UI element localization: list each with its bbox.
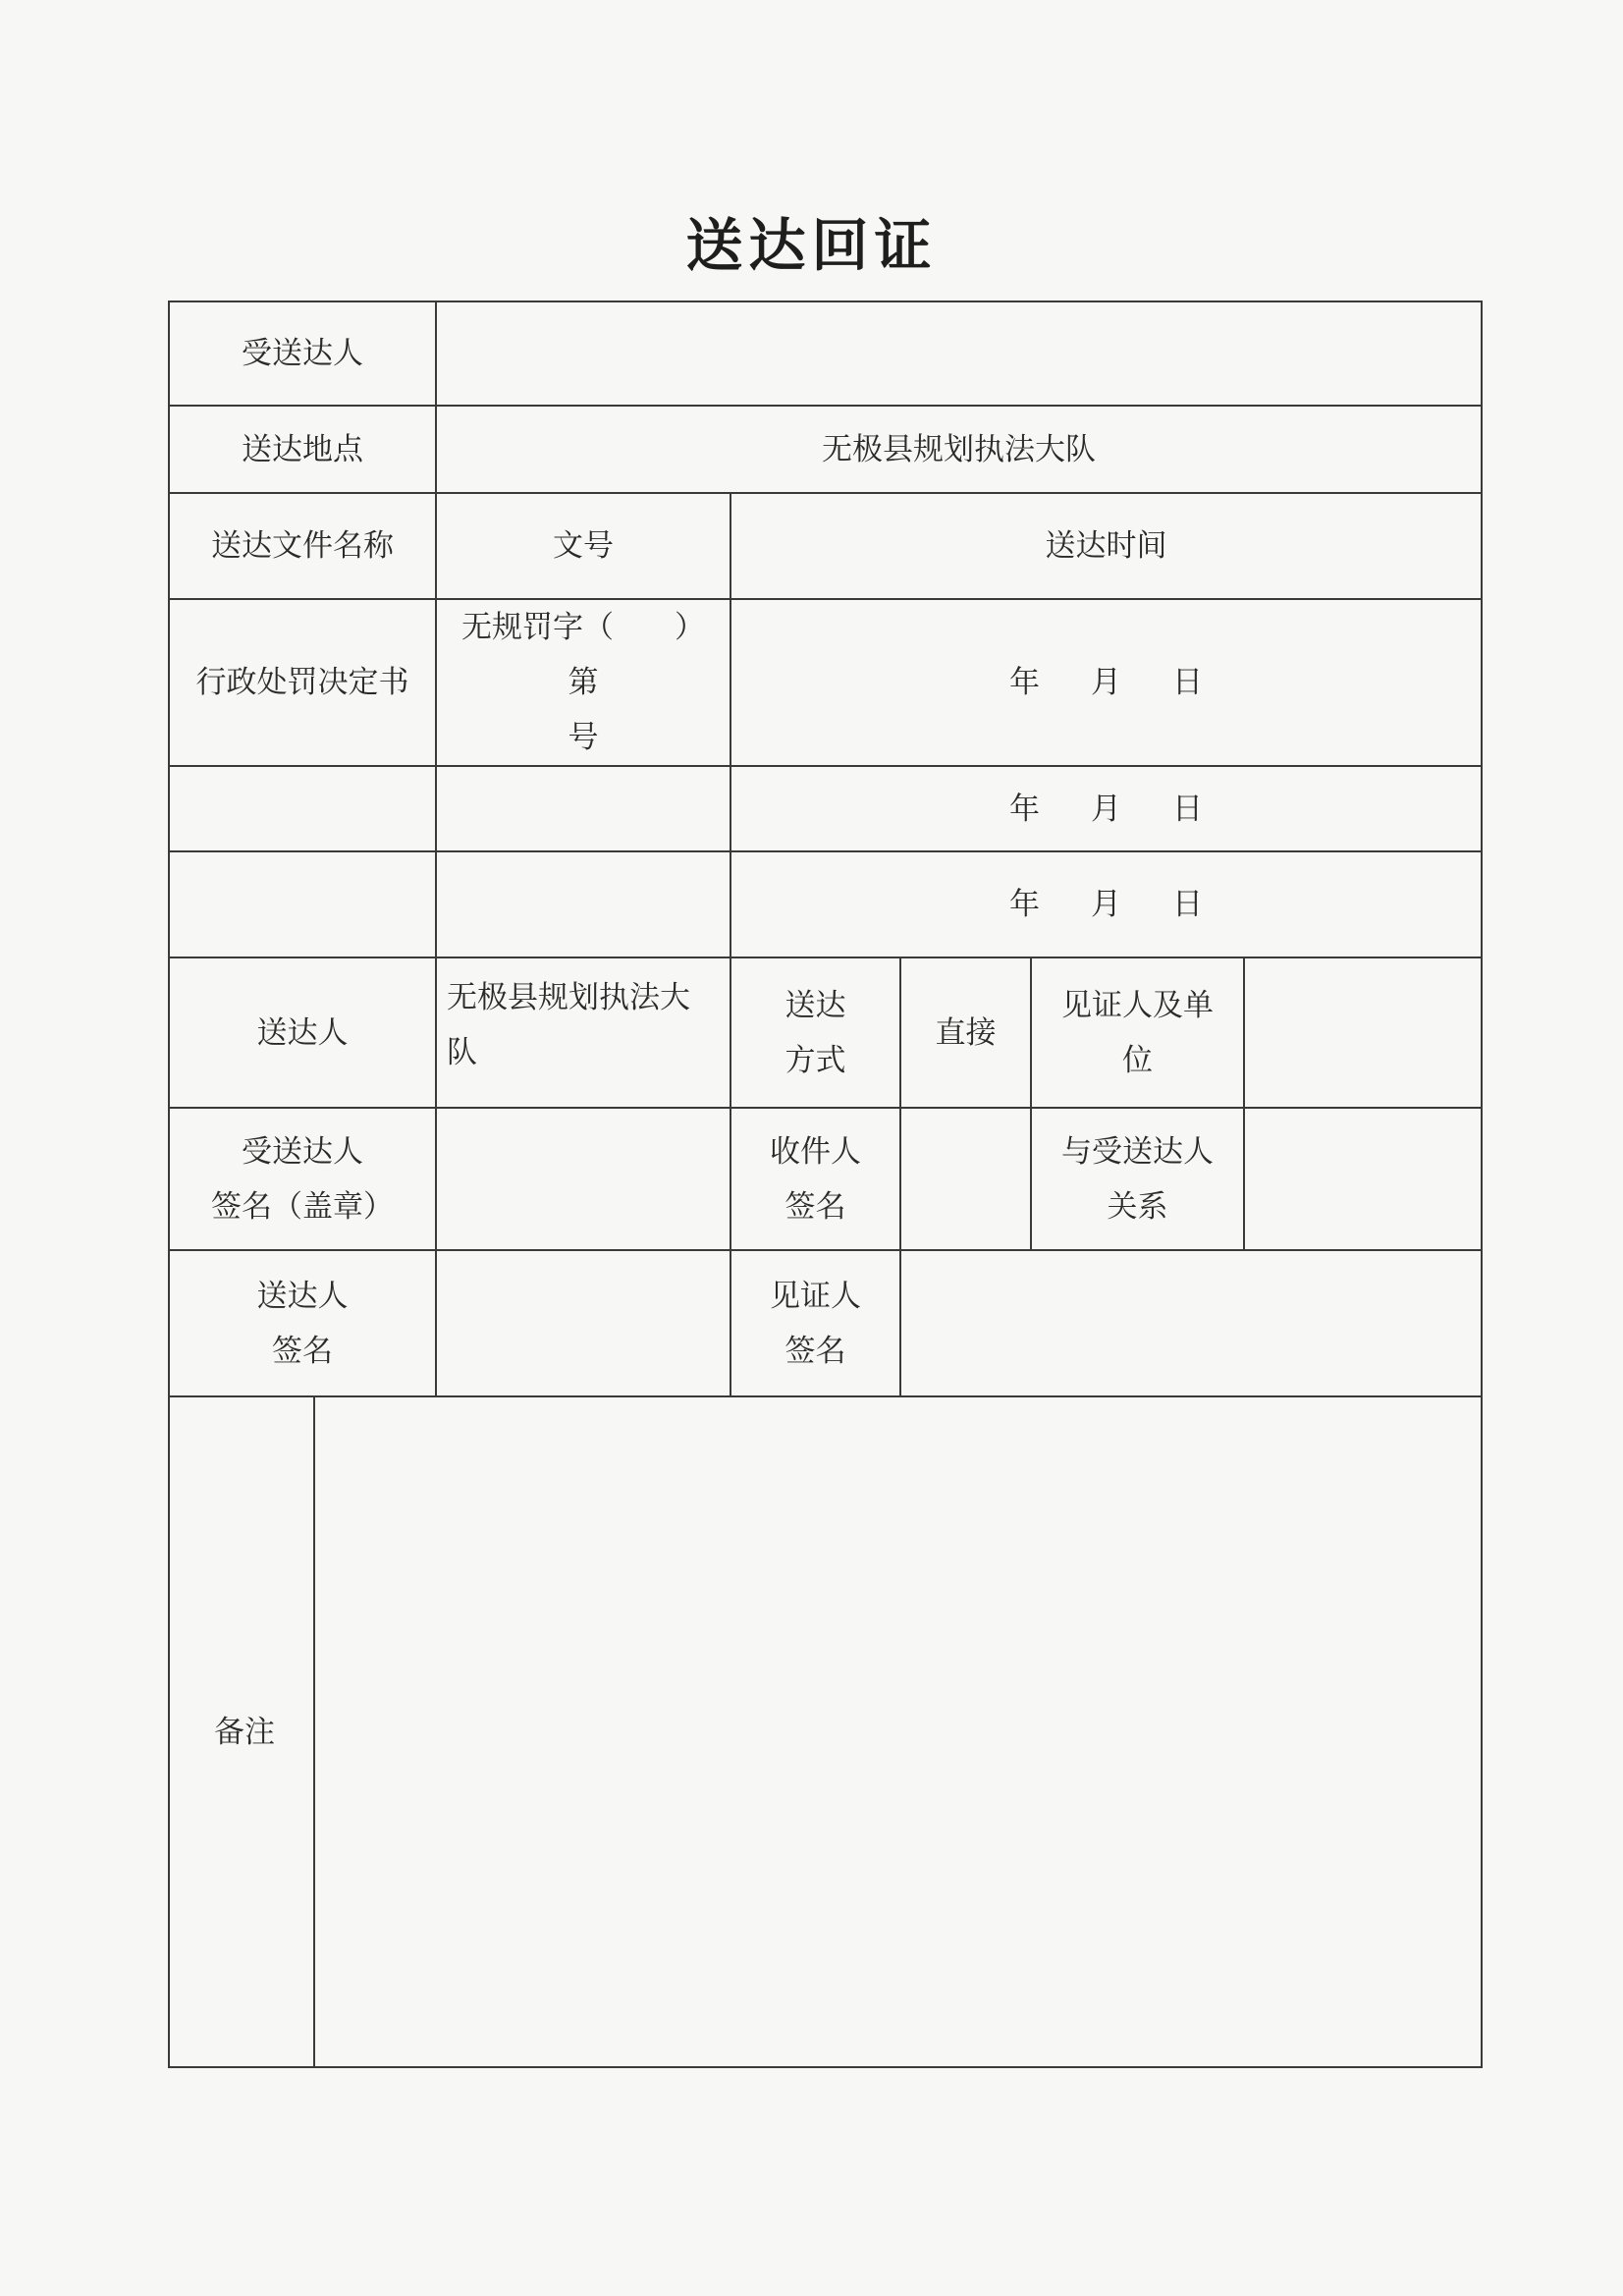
document-row bbox=[169, 599, 1482, 766]
receiver-sign-label-line1: 收件人 bbox=[770, 1133, 861, 1170]
sender-sign-label-line1: 送达人 bbox=[256, 1278, 349, 1314]
delivery-date-cell[interactable] bbox=[730, 766, 1482, 851]
date-month: 月 bbox=[1091, 665, 1122, 700]
relation-label bbox=[1031, 1108, 1244, 1250]
doc-number-cell[interactable] bbox=[436, 599, 730, 766]
sender-value-line2: 队 bbox=[447, 1035, 477, 1070]
sender-label: 送达人 bbox=[169, 957, 436, 1108]
sender-sign-label-line2: 签名 bbox=[272, 1333, 333, 1369]
receiver-sign-label-line2: 签名 bbox=[784, 1188, 846, 1225]
doc-name-header: 送达文件名称 bbox=[169, 493, 436, 599]
receiver-sign-field[interactable] bbox=[900, 1108, 1031, 1250]
method-label-line1: 送达 bbox=[784, 987, 846, 1023]
recipient-label: 受送达人 bbox=[169, 301, 436, 406]
date-year: 年 bbox=[1009, 791, 1041, 827]
witness-sign-label-line2: 签名 bbox=[784, 1333, 846, 1369]
date-year: 年 bbox=[1009, 887, 1041, 922]
sender-sign-label bbox=[169, 1250, 436, 1396]
doc-number-line1: 无规罚字（ ）第 bbox=[461, 610, 705, 700]
sender-sign-field[interactable] bbox=[436, 1250, 730, 1396]
witness-sign-label bbox=[730, 1250, 900, 1396]
date-day: 日 bbox=[1172, 887, 1204, 922]
remarks-row bbox=[169, 1396, 1482, 2067]
sender-field[interactable] bbox=[436, 957, 730, 1108]
delivery-time-header: 送达时间 bbox=[730, 493, 1482, 599]
date-month: 月 bbox=[1091, 887, 1122, 922]
doc-name-cell[interactable] bbox=[169, 599, 436, 766]
signature-row bbox=[169, 1108, 1482, 1250]
method-label bbox=[730, 957, 900, 1108]
relation-field[interactable] bbox=[1244, 1108, 1482, 1250]
sender-value-line1: 无极县规划执法大 bbox=[447, 980, 690, 1015]
doc-name-cell[interactable] bbox=[169, 766, 436, 851]
doc-number-line2: 号 bbox=[568, 720, 599, 755]
method-field[interactable]: 直接 bbox=[900, 957, 1031, 1108]
remarks-label: 备注 bbox=[169, 1396, 314, 2067]
date-day: 日 bbox=[1172, 791, 1204, 827]
delivery-receipt-form bbox=[168, 301, 1483, 2068]
method-label-line2: 方式 bbox=[784, 1042, 846, 1078]
date-day: 日 bbox=[1172, 665, 1204, 700]
recipient-sign-field[interactable] bbox=[436, 1108, 730, 1250]
recipient-sign-label-line1: 受送达人 bbox=[242, 1133, 363, 1170]
sender-row bbox=[169, 957, 1482, 1108]
witness-unit-label bbox=[1031, 957, 1244, 1108]
witness-sign-label-line1: 见证人 bbox=[770, 1278, 861, 1314]
remarks-field[interactable] bbox=[314, 1396, 1482, 2067]
doc-number-cell[interactable] bbox=[436, 851, 730, 957]
doc-name-cell[interactable] bbox=[169, 851, 436, 957]
relation-label-line1: 与受送达人 bbox=[1061, 1133, 1214, 1170]
recipient-field[interactable] bbox=[436, 301, 1482, 406]
document-row bbox=[169, 851, 1482, 957]
witness-unit-label-line2: 位 bbox=[1122, 1042, 1153, 1078]
address-row bbox=[169, 406, 1482, 493]
date-year: 年 bbox=[1009, 665, 1041, 700]
recipient-sign-label bbox=[169, 1108, 436, 1250]
doc-name-text: 行政处罚决定书 bbox=[195, 665, 409, 700]
witness-unit-field[interactable] bbox=[1244, 957, 1482, 1108]
address-label: 送达地点 bbox=[169, 406, 436, 493]
document-row bbox=[169, 766, 1482, 851]
relation-label-line2: 关系 bbox=[1107, 1188, 1168, 1225]
document-header-row bbox=[169, 493, 1482, 599]
address-field[interactable]: 无极县规划执法大队 bbox=[436, 406, 1482, 493]
witness-sign-field[interactable] bbox=[900, 1250, 1482, 1396]
sender-signature-row bbox=[169, 1250, 1482, 1396]
page-title: 送达回证 bbox=[685, 212, 938, 279]
doc-number-header: 文号 bbox=[436, 493, 730, 599]
recipient-row bbox=[169, 301, 1482, 406]
delivery-date-cell[interactable] bbox=[730, 851, 1482, 957]
receiver-sign-label bbox=[730, 1108, 900, 1250]
delivery-date-cell[interactable] bbox=[730, 599, 1482, 766]
recipient-sign-label-line2: 签名（盖章） bbox=[211, 1188, 394, 1225]
witness-unit-label-line1: 见证人及单 bbox=[1061, 987, 1214, 1023]
doc-number-cell[interactable] bbox=[436, 766, 730, 851]
date-month: 月 bbox=[1091, 791, 1122, 827]
